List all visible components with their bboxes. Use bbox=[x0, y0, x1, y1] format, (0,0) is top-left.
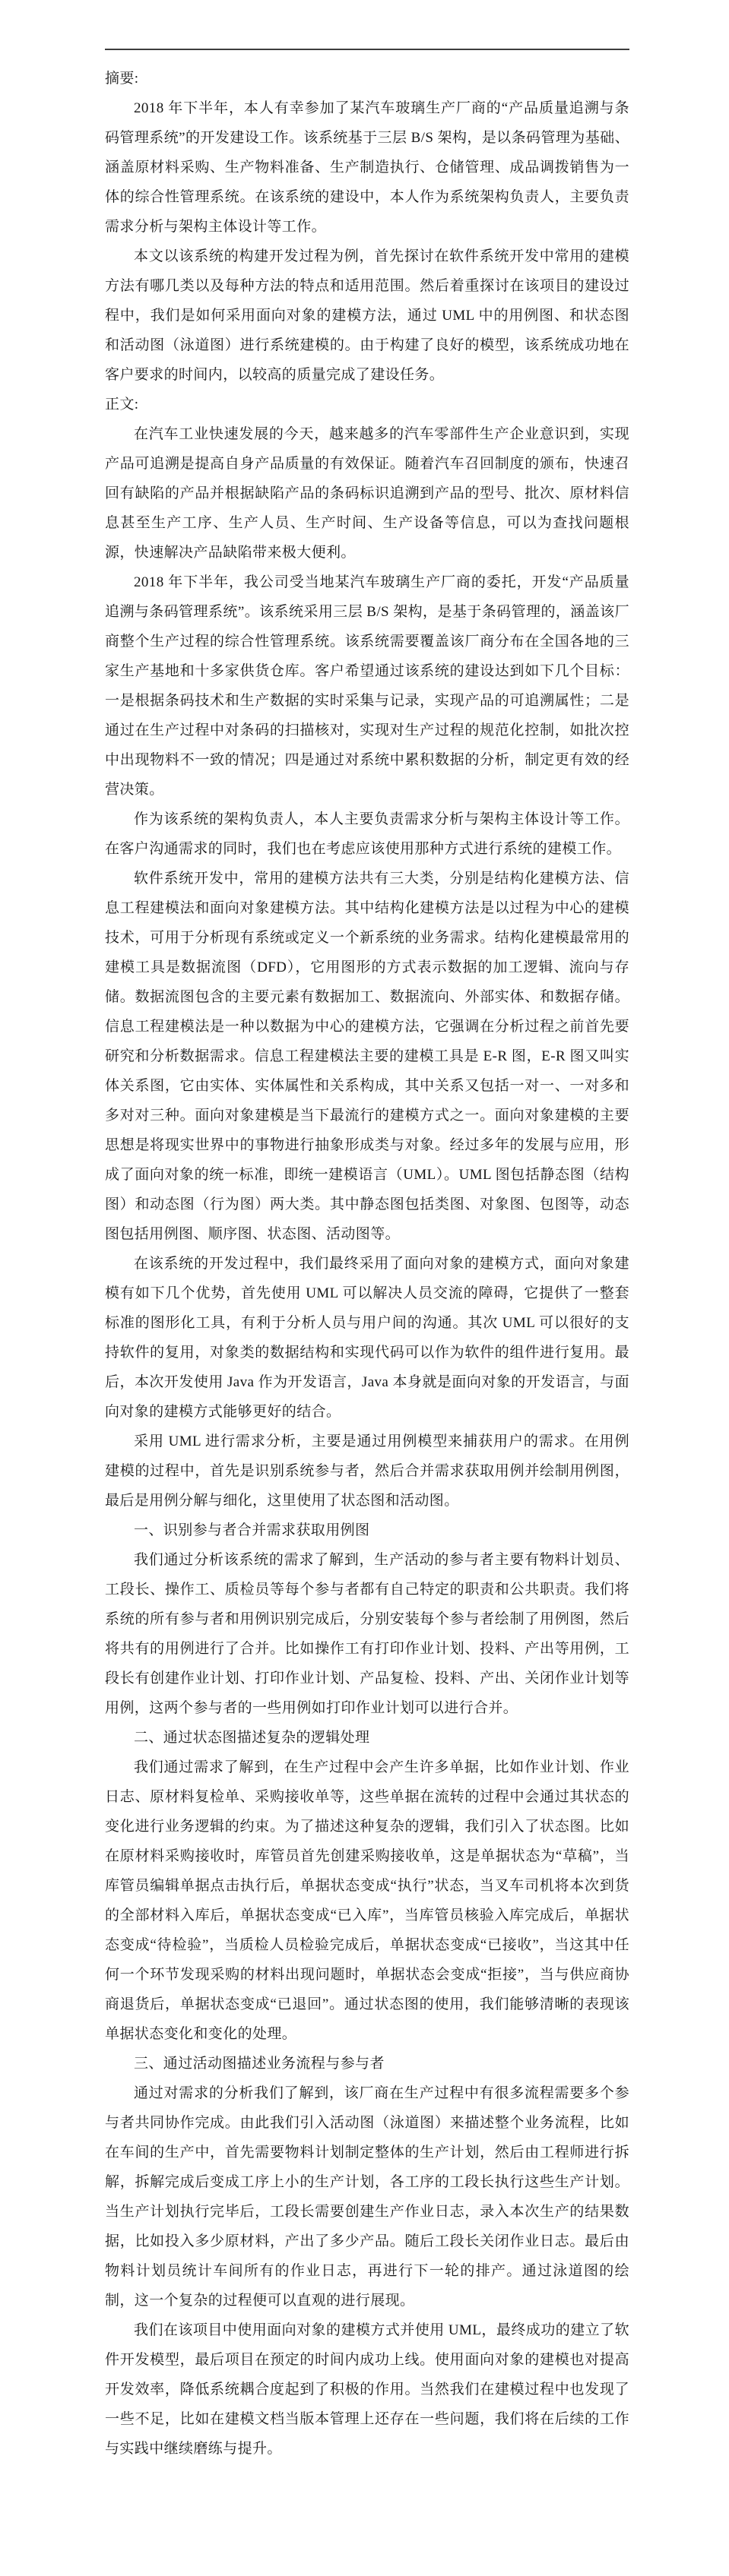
paragraph: 2018 年下半年，本人有幸参加了某汽车玻璃生产厂商的“产品质量追溯与条码管理系统”的开发建设工作。该系统基于三层 B/S 架构，是以条码管理为基础、涵盖原材料采购、生产物料准备、生产制造执行、仓储管理、成品调拨销售为一体的综合性管理系统。在该系统的建设中，本人作为系统架构负责人，主要负责需求分析与架构主体设计等工作。 bbox=[105, 100, 629, 235]
paragraph: 作为该系统的架构负责人，本人主要负责需求分析与架构主体设计等工作。在客户沟通需求的同时，我们也在考虑应该使用那种方式进行系统的建模工作。 bbox=[105, 811, 629, 857]
paragraph: 在该系统的开发过程中，我们最终采用了面向对象的建模方式，面向对象建模有如下几个优势，首先使用 UML 可以解决人员交流的障碍，它提供了一整套标准的图形化工具，有利于分析人员与用户间的沟通。其次 UML 可以很好的支持软件的复用，对象类的数据结构和实现代码可以作为软件的组件进行复用。最后，本次开发使用 Java 作为开发语言，Java 本身就是面向对象的开发语言，与面向对象的建模方式能够更好的结合。 bbox=[105, 1256, 629, 1420]
section-heading: 三、通过活动图描述业务流程与参与者 bbox=[134, 2056, 385, 2072]
document-body bbox=[105, 64, 629, 2464]
paragraph: 通过对需求的分析我们了解到，该厂商在生产过程中有很多流程需要多个参与者共同协作完成。由此我们引入活动图（泳道图）来描述整个业务流程，比如在车间的生产中，首先需要物料计划制定整体的生产计划，然后由工程师进行拆解，拆解完成后变成工序上小的生产计划，各工序的工段长执行这些生产计划。当生产计划执行完毕后，工段长需要创建生产作业日志，录入本次生产的结果数据，比如投入多少原材料，产出了多少产品。随后工段长关闭作业日志。最后由物料计划员统计车间所有的作业日志，再进行下一轮的排产。通过泳道图的绘制，这一个复杂的过程便可以直观的进行展现。 bbox=[105, 2085, 629, 2309]
section-label: 摘要: bbox=[105, 71, 139, 87]
paragraph: 2018 年下半年，我公司受当地某汽车玻璃生产厂商的委托，开发“产品质量追溯与条码管理系统”。该系统采用三层 B/S 架构，是基于条码管理的，涵盖该厂商整个生产过程的综合性管理系统。该系统需要覆盖该厂商分布在全国各地的三家生产基地和十多家供货仓库。客户希望通过该系统的建设达到如下几个目标：一是根据条码技术和生产数据的实时采集与记录，实现产品的可追溯属性；二是通过在生产过程中对条码的扫描核对，实现对生产过程的规范化控制，如批次控中出现物料不一致的情况；四是通过对系统中累积数据的分析，制定更有效的经营决策。 bbox=[105, 574, 629, 798]
paragraph: 我们通过需求了解到，在生产过程中会产生许多单据，比如作业计划、作业日志、原材料复检单、采购接收单等，这些单据在流转的过程中会通过其状态的变化进行业务逻辑的约束。为了描述这种复杂的逻辑，我们引入了状态图。比如在原材料采购接收时，库管员首先创建采购接收单，这是单据状态为“草稿”，当库管员编辑单据点击执行后，单据状态变成“执行”状态，当叉车司机将本次到货的全部材料入库后，单据状态变成“已入库”，当库管员核验入库完成后，单据状态变成“待检验”，当质检人员检验完成后，单据状态变成“已接收”，当这其中任何一个环节发现采购的材料出现问题时，单据状态会变成“拒接”，当与供应商协商退货后，单据状态变成“已退回”。通过状态图的使用，我们能够清晰的表现该单据状态变化和变化的处理。 bbox=[105, 1759, 629, 2042]
section-heading: 一、识别参与者合并需求获取用例图 bbox=[134, 1522, 370, 1538]
paragraph: 本文以该系统的构建开发过程为例，首先探讨在软件系统开发中常用的建模方法有哪几类以及每种方法的特点和适用范围。然后着重探讨在该项目的建设过程中，我们是如何采用面向对象的建模方法，通过 UML 中的用例图、和状态图和活动图（泳道图）进行系统建模的。由于构建了良好的模型，该系统成功地在客户要求的时间内，以较高的质量完成了建设任务。 bbox=[105, 248, 629, 383]
header-rule bbox=[105, 49, 629, 50]
paragraph: 在汽车工业快速发展的今天，越来越多的汽车零部件生产企业意识到，实现产品可追溯是提高自身产品质量的有效保证。随着汽车召回制度的颁布，快速召回有缺陷的产品并根据缺陷产品的条码标识追溯到产品的型号、批次、原材料信息甚至生产工序、生产人员、生产时间、生产设备等信息，可以为查找问题根源，快速解决产品缺陷带来极大便利。 bbox=[105, 426, 629, 561]
paragraph: 软件系统开发中，常用的建模方法共有三大类，分别是结构化建模方法、信息工程建模法和面向对象建模方法。其中结构化建模方法是以过程为中心的建模技术，可用于分析现有系统或定义一个新系统的业务需求。结构化建模最常用的建模工具是数据流图（DFD），它用图形的方式表示数据的加工逻辑、流向与存储。数据流图包含的主要元素有数据加工、数据流向、外部实体、和数据存储。信息工程建模法是一种以数据为中心的建模方法，它强调在分析过程之前首先要研究和分析数据需求。信息工程建模法主要的建模工具是 E-R 图，E-R 图又叫实体关系图，它由实体、实体属性和关系构成，其中关系又包括一对一、一对多和多对对三种。面向对象建模是当下最流行的建模方式之一。面向对象建模的主要思想是将现实世界中的事物进行抽象形成类与对象。经过多年的发展与应用，形成了面向对象的统一标准，即统一建模语言（UML）。UML 图包括静态图（结构图）和动态图（行为图）两大类。其中静态图包括类图、对象图、包图等，动态图包括用例图、顺序图、状态图、活动图等。 bbox=[105, 871, 629, 1242]
paragraph: 我们通过分析该系统的需求了解到，生产活动的参与者主要有物料计划员、工段长、操作工、质检员等每个参与者都有自己特定的职责和公共职责。我们将系统的所有参与者和用例识别完成后，分别安装每个参与者绘制了用例图，然后将共有的用例进行了合并。比如操作工有打印作业计划、投料、产出等用例，工段长有创建作业计划、打印作业计划、产品复检、投料、产出、关闭作业计划等用例，这两个参与者的一些用例如打印作业计划可以进行合并。 bbox=[105, 1552, 629, 1716]
section-heading: 二、通过状态图描述复杂的逻辑处理 bbox=[134, 1730, 370, 1746]
paragraph: 我们在该项目中使用面向对象的建模方式并使用 UML，最终成功的建立了软件开发模型，最后项目在预定的时间内成功上线。使用面向对象的建模也对提高开发效率，降低系统耦合度起到了积极的作用。当然我们在建模过程中也发现了一些不足，比如在建模文档当版本管理上还存在一些问题，我们将在后续的工作与实践中继续磨练与提升。 bbox=[105, 2322, 629, 2457]
paragraph: 采用 UML 进行需求分析，主要是通过用例模型来捕获用户的需求。在用例建模的过程中，首先是识别系统参与者，然后合并需求获取用例并绘制用例图，最后是用例分解与细化，这里使用了状态图和活动图。 bbox=[105, 1433, 629, 1509]
section-label: 正文: bbox=[105, 397, 139, 412]
